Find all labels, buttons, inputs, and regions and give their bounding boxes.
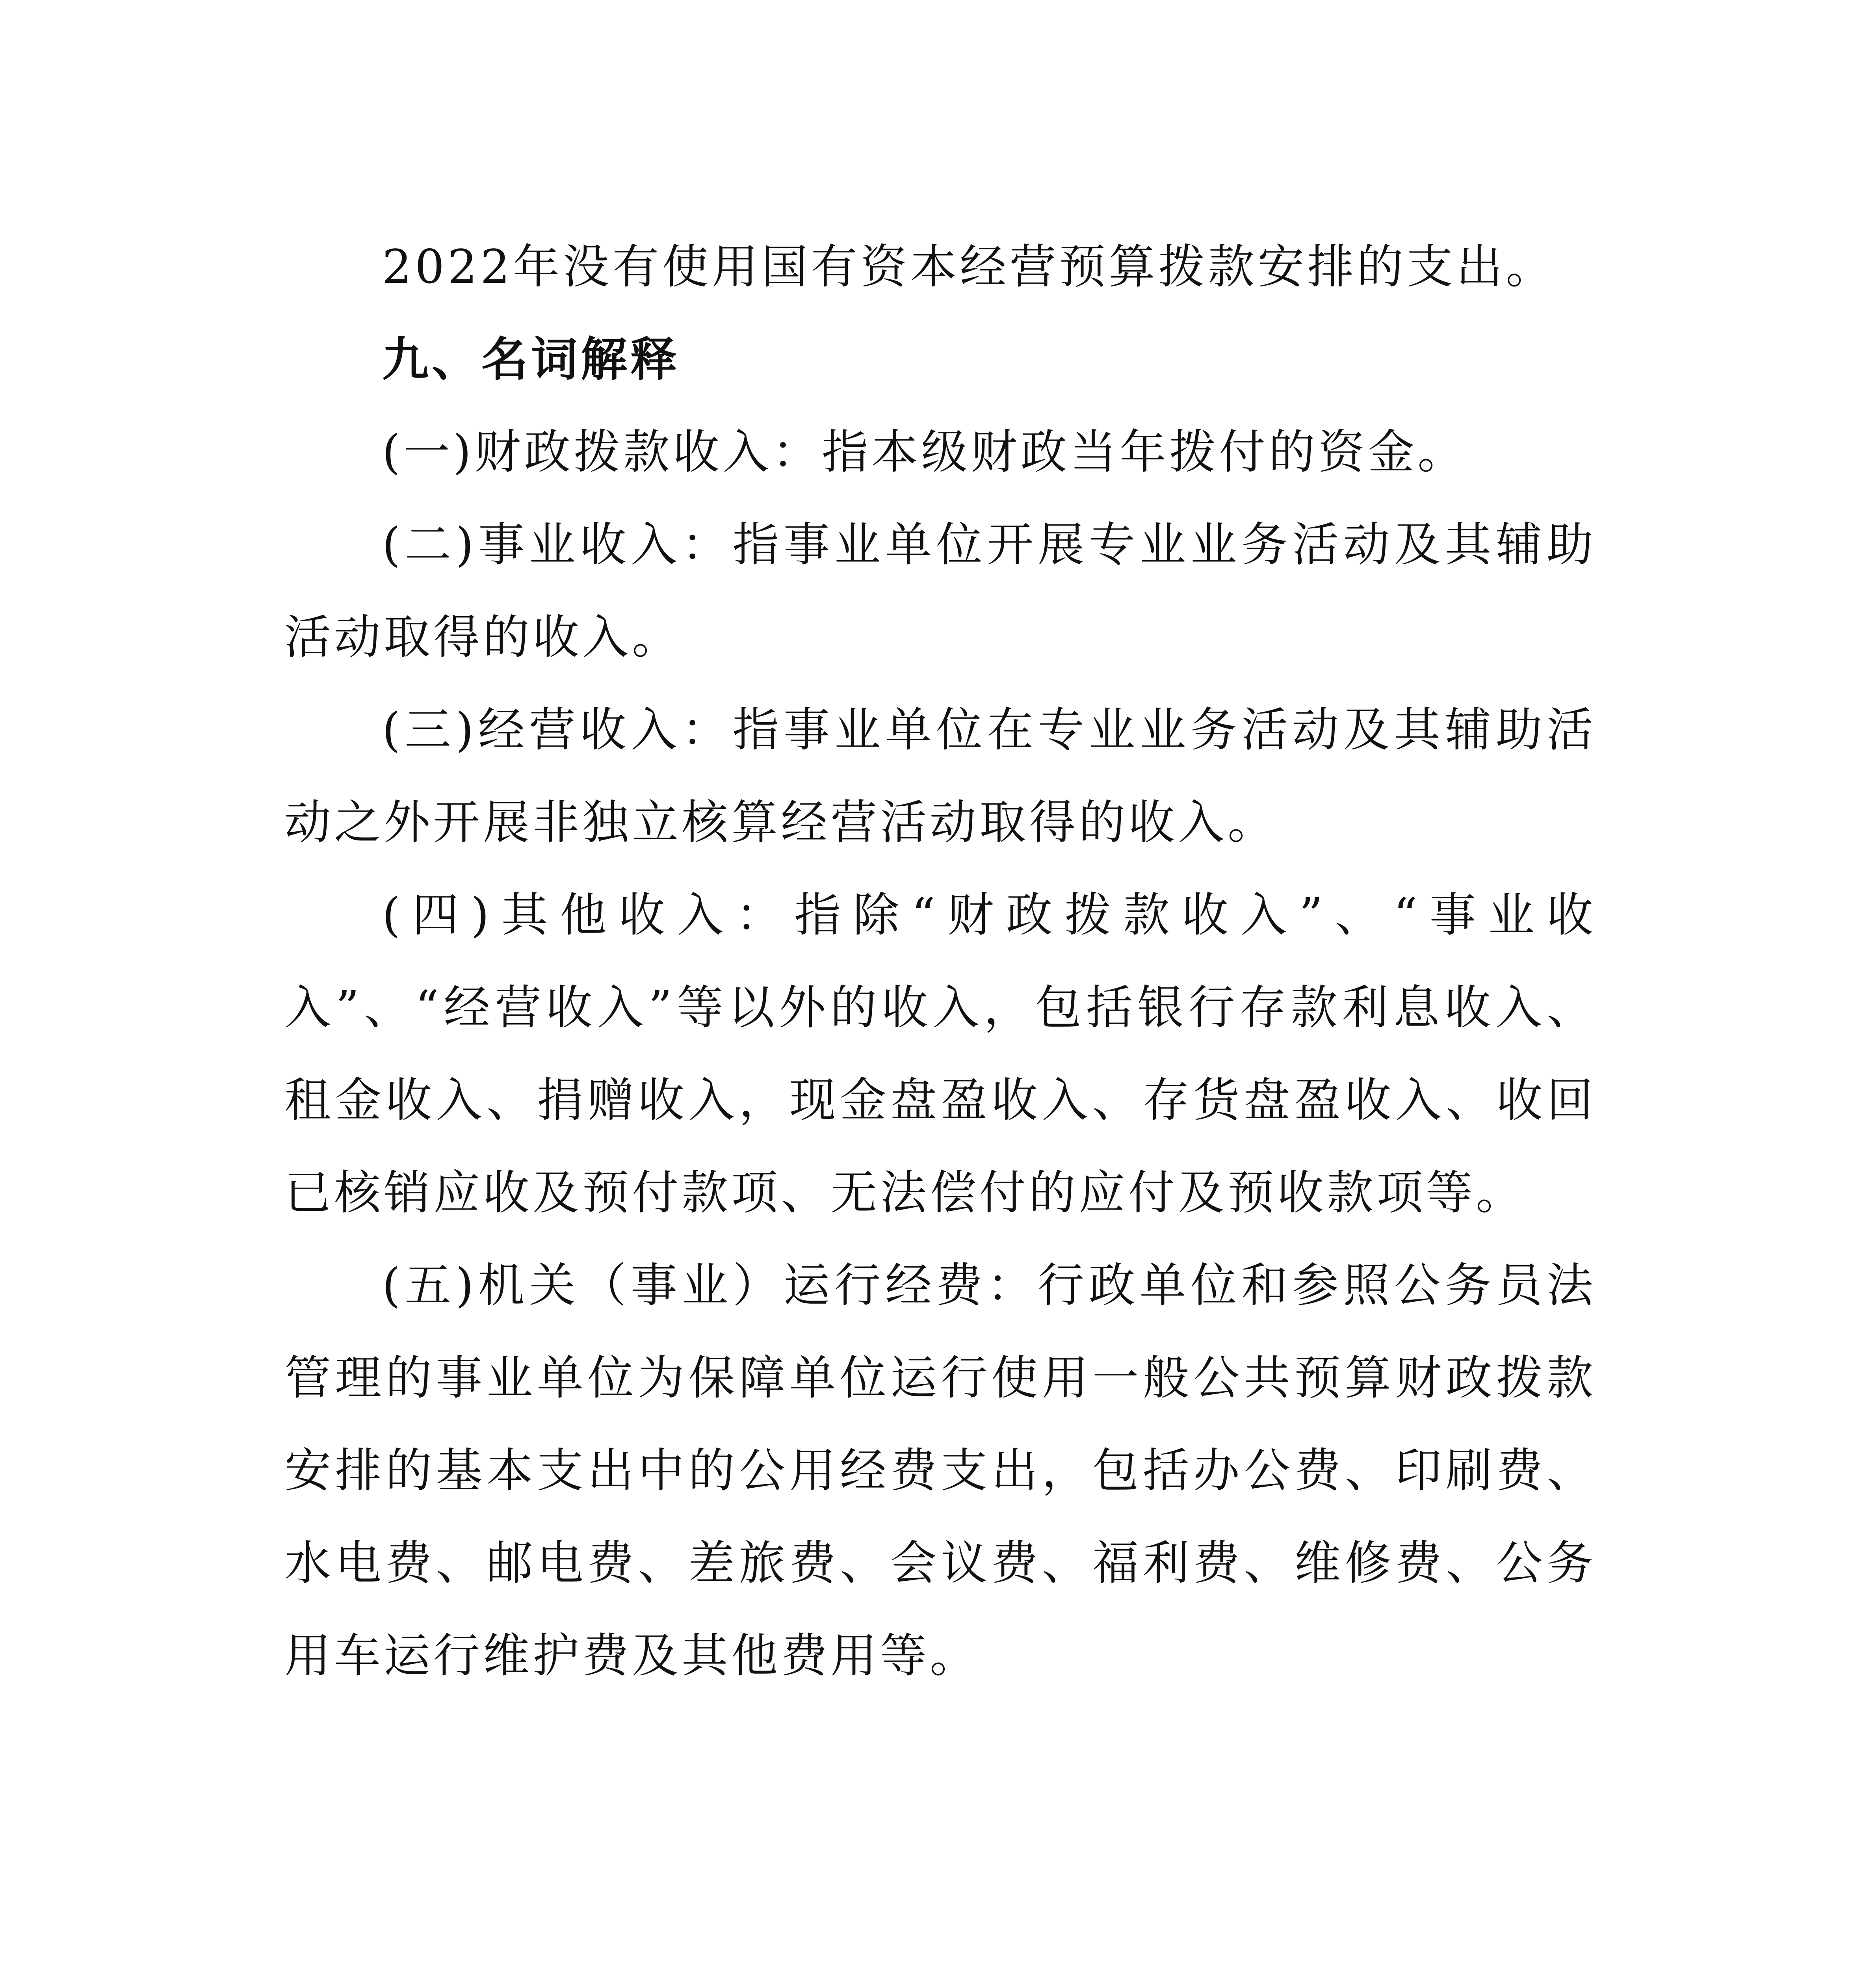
document-body (284, 221, 1596, 1702)
paragraph-state-capital-budget: 2022年没有使用国有资本经营预算拨款安排的支出。 (382, 240, 1556, 294)
paragraph-other-income: (四)其他收入：指除“财政拨款收入”、“事业收入”、“经营收入”等以外的收入，包括银行存款利息收入、租金收入、捐赠收入，现金盘盈收入、存货盘盈收入、收回已核销应收及预付款项、无法偿付的应付及预收款项等。 (284, 888, 1596, 1220)
paragraph-fiscal-allocation-income: (一)财政拨款收入：指本级财政当年拨付的资金。 (382, 425, 1467, 479)
paragraph-operating-expenses: (五)机关（事业）运行经费：行政单位和参照公务员法管理的事业单位为保障单位运行使用一般公共预算财政拨款安排的基本支出中的公用经费支出，包括办公费、印刷费、水电费、邮电费、差旅费、会议费、福利费、维修费、公务用车运行维护费及其他费用等。 (284, 1258, 1596, 1683)
paragraph-business-income: (二)事业收入：指事业单位开展专业业务活动及其辅助活动取得的收入。 (284, 517, 1596, 664)
section-heading-glossary: 九、名词解释 (382, 332, 680, 387)
paragraph-operating-income: (三)经营收入：指事业单位在专业业务活动及其辅助活动之外开展非独立核算经营活动取得的收入。 (284, 703, 1596, 849)
